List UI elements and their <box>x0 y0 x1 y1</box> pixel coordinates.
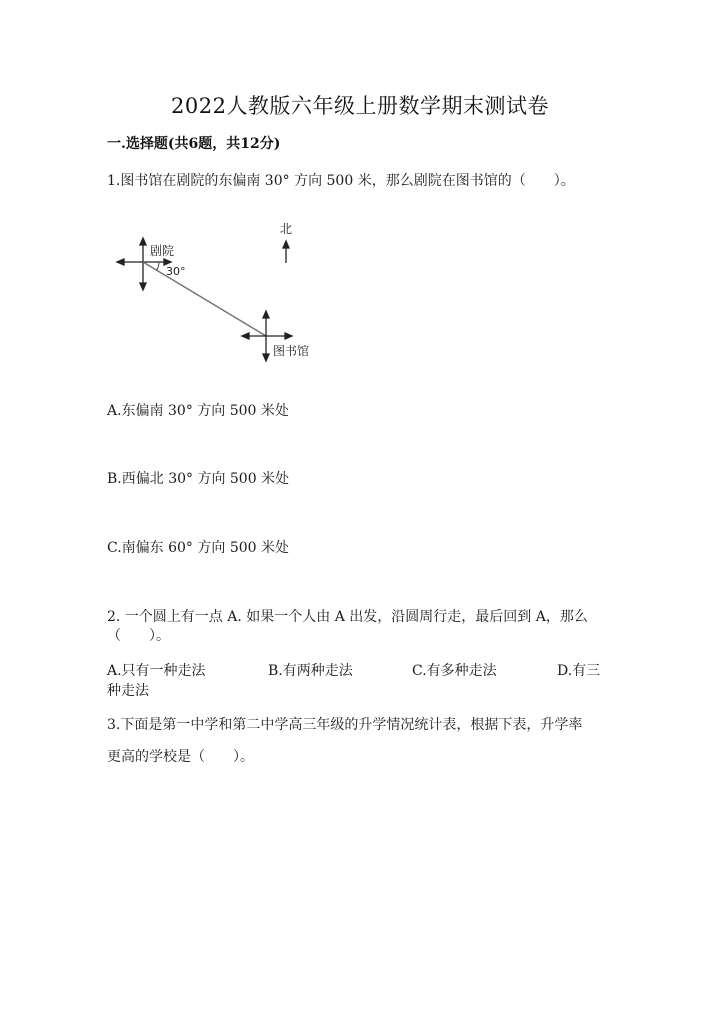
north-label: 北 <box>280 222 293 236</box>
route-line <box>143 262 266 336</box>
angle-arc <box>157 262 159 270</box>
question-2-option-d-continued[interactable]: 种走法 <box>107 683 149 699</box>
question-3-stem-line-2: 更高的学校是（ ）。 <box>107 749 254 765</box>
question-1-option-a[interactable]: A.东偏南 30° 方向 500 米处 <box>107 403 289 419</box>
question-2-stem-line-1: 2. 一个圆上有一点 A. 如果一个人由 A 出发，沿圆周行走，最后回到 A，那么 <box>107 609 588 625</box>
north-arrow <box>283 241 289 263</box>
question-1-option-c[interactable]: C.南偏东 60° 方向 500 米处 <box>107 540 289 556</box>
direction-diagram <box>110 215 330 365</box>
angle-label: 30° <box>166 265 186 278</box>
theater-label: 剧院 <box>150 244 175 258</box>
question-1-stem: 1.图书馆在剧院的东偏南 30° 方向 500 米，那么剧院在图书馆的（ ）。 <box>107 173 575 189</box>
question-1-option-b[interactable]: B.西偏北 30° 方向 500 米处 <box>107 471 290 487</box>
section-heading: 一.选择题(共6题，共12分) <box>107 136 281 152</box>
question-2-option-c[interactable]: C.有多种走法 <box>412 663 497 679</box>
question-2-option-b[interactable]: B.有两种走法 <box>268 663 353 679</box>
question-2-option-a[interactable]: A.只有一种走法 <box>107 663 206 679</box>
question-2-stem-line-2: （ ）。 <box>107 628 170 644</box>
page-title: 2022人教版六年级上册数学期末测试卷 <box>171 94 549 118</box>
library-label: 图书馆 <box>273 344 310 358</box>
question-2-option-d[interactable]: D.有三 <box>557 663 601 679</box>
question-3-stem-line-1: 3.下面是第一中学和第二中学高三年级的升学情况统计表，根据下表，升学率 <box>107 717 583 733</box>
